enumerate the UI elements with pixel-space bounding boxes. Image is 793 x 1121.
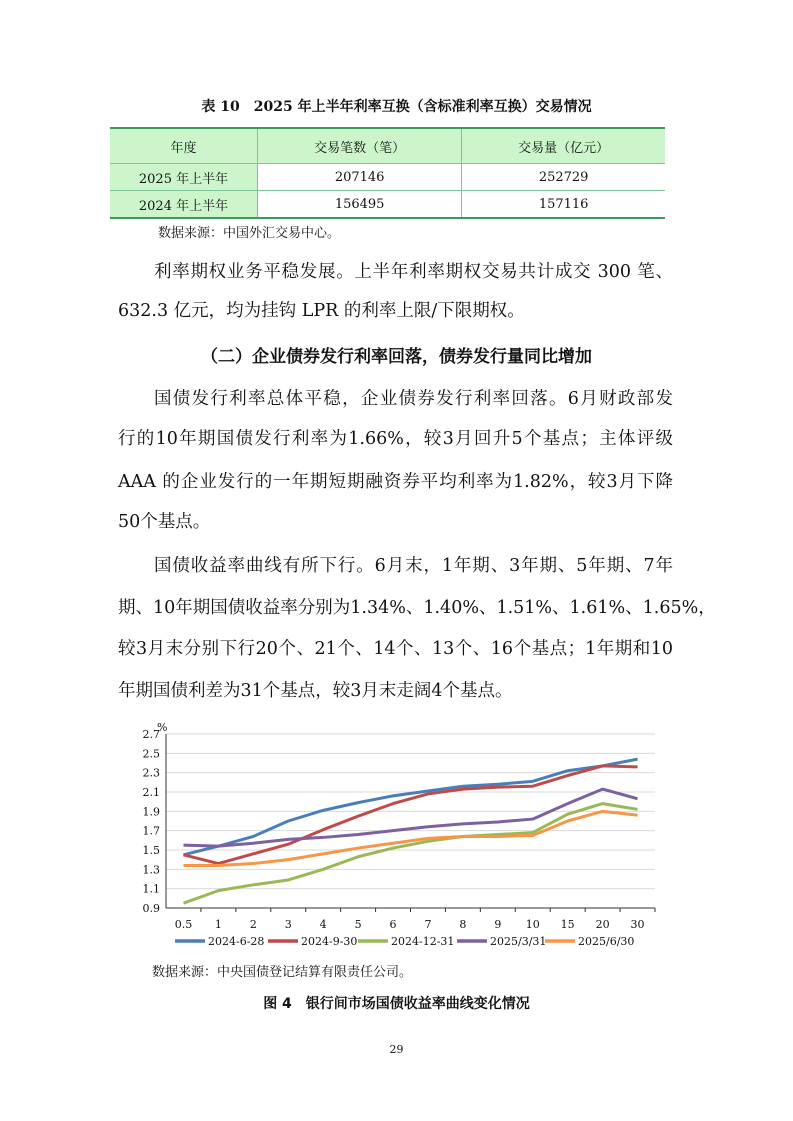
table-cell: 2025 年上半年 bbox=[110, 164, 258, 191]
legend-label: 2025/6/30 bbox=[578, 935, 635, 948]
para2-line: AAA 的企业发行的一年期短期融资券平均利率为1.82%，较3月下降 bbox=[118, 472, 673, 492]
header-cell: 交易笔数（笔） bbox=[258, 128, 462, 164]
x-tick-label: 1 bbox=[214, 918, 222, 931]
para3-line: 国债收益率曲线有所下行。6月末，1年期、3年期、5年期、7年 bbox=[154, 556, 673, 576]
y-tick-label: 2.7 bbox=[142, 728, 160, 741]
x-tick-label: 10 bbox=[525, 918, 540, 931]
x-tick-label: 0.5 bbox=[174, 918, 193, 931]
legend-label: 2024-9-30 bbox=[301, 935, 358, 948]
para2-line: 行的10年期国债发行利率为1.66%，较3月回升5个基点；主体评级 bbox=[118, 429, 673, 449]
para3-line: 年期国债利差为31个基点，较3月末走阔4个基点。 bbox=[118, 681, 513, 701]
x-tick-label: 2 bbox=[249, 918, 257, 931]
table-cell: 156495 bbox=[258, 191, 462, 219]
y-tick-label: 1.3 bbox=[142, 863, 160, 877]
x-tick-label: 9 bbox=[494, 918, 502, 931]
legend-label: 2024-6-28 bbox=[208, 935, 265, 948]
x-tick-label: 30 bbox=[630, 918, 645, 931]
table-source: 数据来源：中国外汇交易中心。 bbox=[158, 226, 341, 241]
y-tick-label: 1.7 bbox=[142, 824, 160, 838]
legend-label: 2024-12-31 bbox=[391, 935, 455, 948]
header-cell: 年度 bbox=[110, 128, 258, 164]
y-tick-label: 1.5 bbox=[142, 844, 160, 857]
x-tick-label: 5 bbox=[354, 918, 362, 931]
para2-line: 国债发行利率总体平稳，企业债券发行利率回落。6月财政部发 bbox=[154, 389, 673, 409]
para1-line: 632.3 亿元，均为挂钩 LPR 的利率上限/下限期权。 bbox=[118, 301, 525, 321]
table-cell: 157116 bbox=[462, 191, 665, 219]
para2-line: 50个基点。 bbox=[118, 512, 211, 532]
x-tick-label: 8 bbox=[459, 918, 467, 931]
table-cell: 252729 bbox=[462, 164, 665, 191]
section-title: （二）企业债券发行利率回落，债券发行量同比增加 bbox=[201, 347, 592, 367]
table-title: 表 10 2025 年上半年利率互换（含标准利率互换）交易情况 bbox=[201, 99, 592, 115]
y-tick-label: 2.3 bbox=[142, 766, 160, 780]
y-tick-label: 1.1 bbox=[142, 882, 160, 896]
legend-label: 2025/3/31 bbox=[490, 935, 547, 948]
y-tick-label: 2.5 bbox=[142, 747, 160, 761]
x-tick-label: 6 bbox=[389, 918, 397, 931]
x-tick-label: 3 bbox=[284, 918, 292, 931]
figure-title: 图 4 银行间市场国债收益率曲线变化情况 bbox=[263, 996, 530, 1012]
y-axis-unit: % bbox=[157, 721, 168, 734]
x-tick-label: 15 bbox=[560, 918, 575, 931]
x-tick-label: 7 bbox=[424, 918, 432, 931]
y-tick-label: 0.9 bbox=[142, 902, 160, 915]
header-cell: 交易量（亿元） bbox=[462, 128, 665, 164]
table-cell: 207146 bbox=[258, 164, 462, 191]
x-tick-label: 4 bbox=[319, 918, 327, 931]
y-tick-label: 1.9 bbox=[142, 805, 160, 819]
para1-line: 利率期权业务平稳发展。上半年利率期权交易共计成交 300 笔、 bbox=[154, 262, 673, 282]
para3-line: 期、10年期国债收益率分别为1.34%、1.40%、1.51%、1.61%、1.65%， bbox=[118, 598, 716, 618]
chart-source: 数据来源：中央国债登记结算有限责任公司。 bbox=[152, 965, 413, 980]
table-cell: 2024 年上半年 bbox=[110, 191, 258, 219]
page-number: 29 bbox=[389, 1043, 404, 1056]
para3-line: 较3月末分别下行20个、21个、14个、13个、16个基点；1年期和10 bbox=[118, 639, 673, 659]
x-tick-label: 20 bbox=[595, 918, 610, 931]
y-tick-label: 2.1 bbox=[142, 786, 160, 799]
